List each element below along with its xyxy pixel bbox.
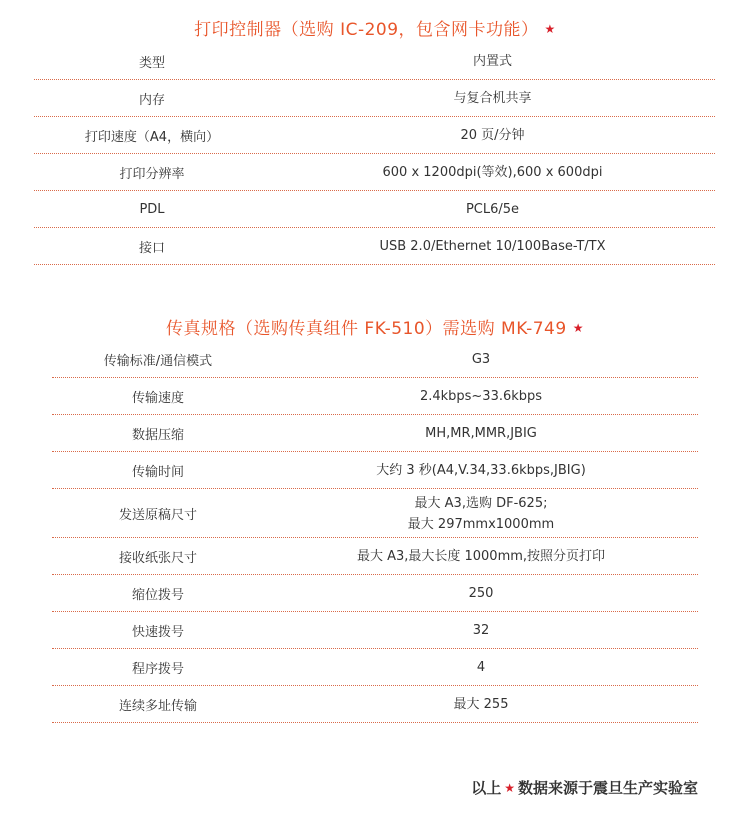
row-value-line: 250 bbox=[468, 586, 494, 601]
row-value bbox=[264, 386, 698, 407]
row-label: 程序拨号 bbox=[131, 662, 184, 677]
row-value-line: 与复合机共享 bbox=[453, 91, 532, 106]
star-icon: ★ bbox=[572, 321, 584, 335]
row-value bbox=[264, 583, 698, 604]
row-value bbox=[270, 162, 715, 183]
row-value-line: G3 bbox=[471, 352, 491, 367]
table-row bbox=[52, 686, 698, 723]
row-label: 类型 bbox=[138, 56, 165, 71]
fax-section-title bbox=[0, 314, 750, 339]
table-row bbox=[52, 415, 698, 452]
footer-note bbox=[471, 777, 698, 798]
row-value-line: 32 bbox=[472, 623, 490, 638]
footer-suffix: 数据来源于震旦生产实验室 bbox=[517, 779, 698, 797]
printer-section-title bbox=[0, 15, 750, 40]
row-label: 快速拨号 bbox=[131, 625, 184, 640]
row-value-line: 600 x 1200dpi(等效),600 x 600dpi bbox=[382, 165, 603, 180]
table-row bbox=[34, 43, 715, 80]
row-label: 传输速度 bbox=[131, 391, 184, 406]
table-row bbox=[52, 341, 698, 378]
row-label: 连续多址传输 bbox=[118, 699, 197, 714]
row-label: 传输标准/通信模式 bbox=[103, 354, 213, 369]
row-value-line: 最大 297mmx1000mm bbox=[407, 516, 555, 532]
row-value bbox=[270, 88, 715, 109]
row-value bbox=[264, 657, 698, 678]
table-row bbox=[52, 452, 698, 489]
row-value bbox=[270, 51, 715, 72]
row-value bbox=[270, 125, 715, 146]
row-label: 数据压缩 bbox=[131, 428, 184, 443]
row-value-line: 内置式 bbox=[472, 54, 512, 69]
row-label: 发送原稿尺寸 bbox=[118, 508, 197, 523]
row-value-line: MH,MR,MMR,JBIG bbox=[425, 426, 537, 441]
row-value-line: 2.4kbps~33.6kbps bbox=[419, 389, 543, 404]
row-label: 接口 bbox=[138, 241, 165, 256]
printer-spec-table bbox=[34, 43, 715, 265]
star-icon: ★ bbox=[504, 781, 515, 795]
fax-title-text: 传真规格（选购传真组件 FK-510）需选购 MK-749 bbox=[166, 319, 567, 339]
row-label: 打印速度（A4，横向） bbox=[84, 130, 220, 145]
row-value bbox=[270, 199, 715, 220]
row-value bbox=[264, 460, 698, 481]
table-row bbox=[52, 612, 698, 649]
table-row bbox=[34, 191, 715, 228]
row-value bbox=[270, 236, 715, 257]
row-value-line: 最大 A3,最大长度 1000mm,按照分页打印 bbox=[356, 549, 606, 564]
table-row bbox=[34, 228, 715, 265]
row-value-line: PCL6/5e bbox=[465, 202, 520, 217]
row-label: 传输时间 bbox=[131, 465, 184, 480]
row-value bbox=[264, 423, 698, 444]
table-row bbox=[52, 489, 698, 538]
footer-prefix: 以上 bbox=[471, 779, 502, 797]
row-value bbox=[264, 493, 698, 535]
table-row bbox=[52, 649, 698, 686]
row-label: 打印分辨率 bbox=[119, 167, 185, 182]
table-row bbox=[34, 117, 715, 154]
star-icon: ★ bbox=[544, 22, 556, 36]
row-label: 内存 bbox=[138, 93, 165, 108]
table-row bbox=[34, 154, 715, 191]
row-value bbox=[264, 546, 698, 567]
table-row bbox=[52, 575, 698, 612]
printer-title-text: 打印控制器（选购 IC-209，包含网卡功能） bbox=[194, 20, 539, 40]
row-value bbox=[264, 349, 698, 370]
row-value-line: USB 2.0/Ethernet 10/100Base-T/TX bbox=[379, 239, 606, 254]
table-row bbox=[34, 80, 715, 117]
row-value bbox=[264, 694, 698, 715]
row-value-line: 大约 3 秒(A4,V.34,33.6kbps,JBIG) bbox=[376, 463, 586, 478]
row-value bbox=[264, 620, 698, 641]
row-label: PDL bbox=[139, 202, 165, 217]
row-value-line: 4 bbox=[476, 660, 486, 675]
row-value-line: 最大 255 bbox=[453, 697, 509, 712]
table-row bbox=[52, 378, 698, 415]
row-value-line: 20 页/分钟 bbox=[460, 128, 525, 143]
row-value-line: 最大 A3,选购 DF-625; bbox=[414, 495, 548, 511]
row-label: 接收纸张尺寸 bbox=[118, 551, 197, 566]
fax-spec-table bbox=[52, 341, 698, 723]
row-label: 缩位拨号 bbox=[131, 588, 184, 603]
table-row bbox=[52, 538, 698, 575]
